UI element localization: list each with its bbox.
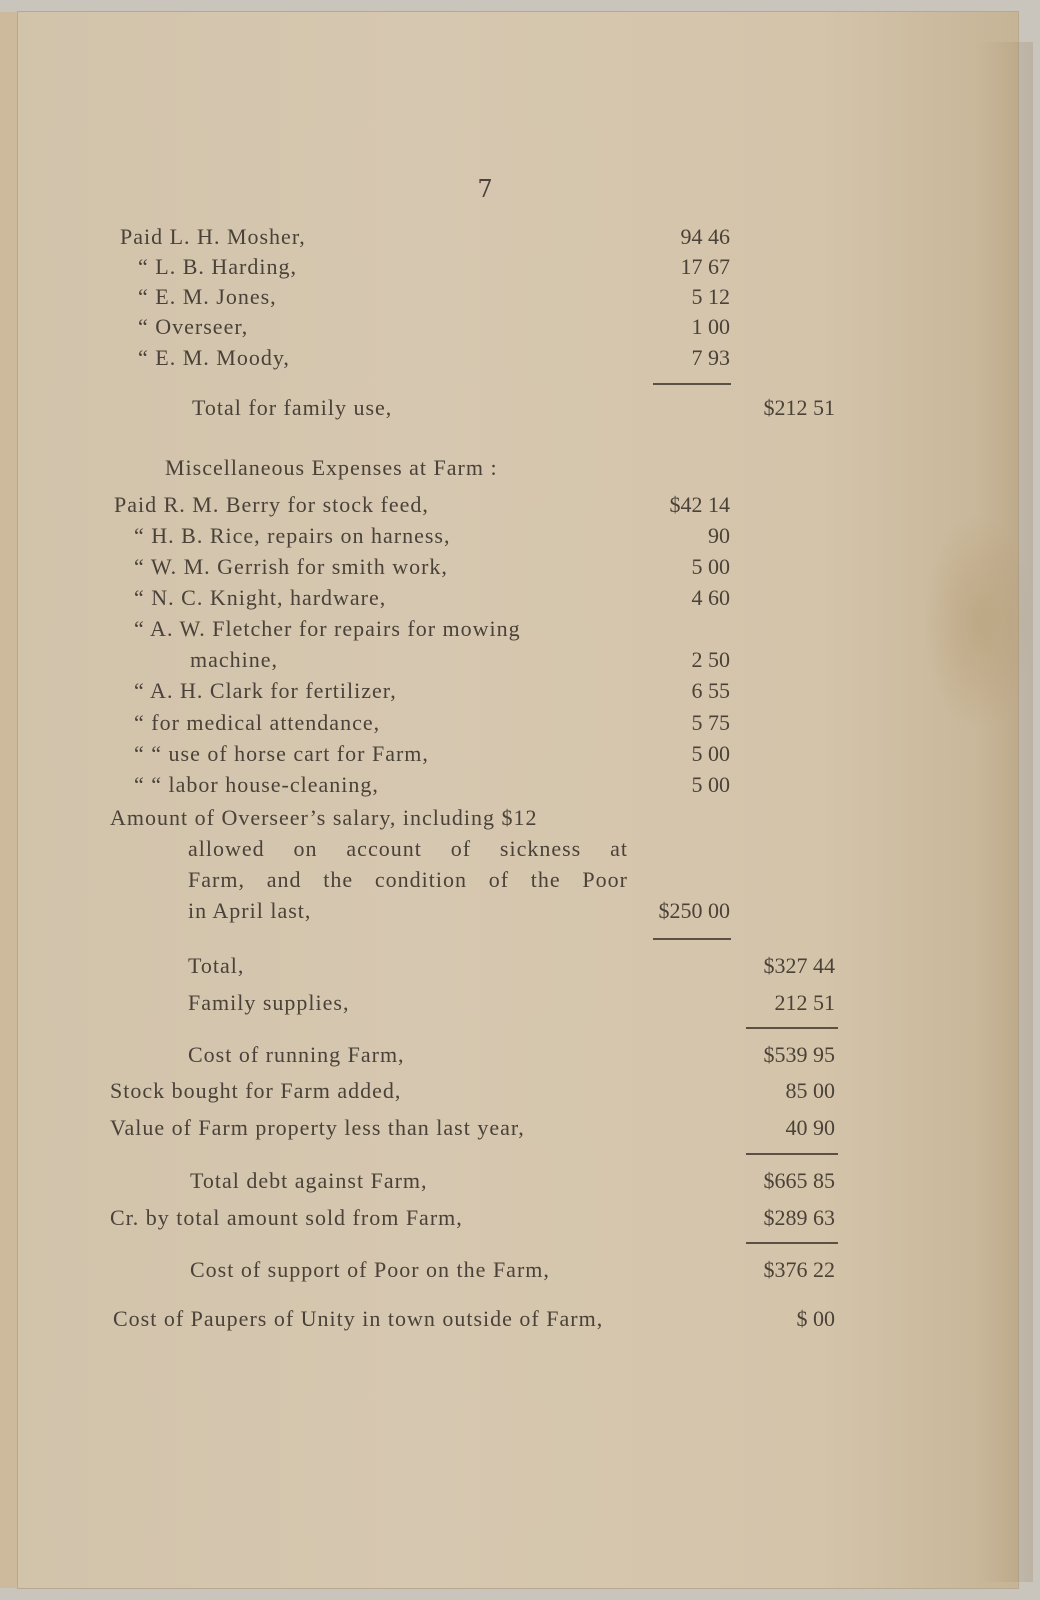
payment-amount: 17 67 [680, 254, 730, 279]
page-number: 7 [477, 175, 493, 203]
payment-amount: 7 93 [691, 345, 730, 370]
summary-label: Family supplies, [188, 990, 350, 1015]
summary-amount: $665 85 [763, 1168, 835, 1193]
salary-amount: $250 00 [658, 898, 730, 923]
payment-label: “ E. M. Jones, [138, 284, 277, 309]
expense-label: machine, [190, 647, 279, 672]
expense-amount: 5 75 [691, 710, 730, 735]
expense-label: Paid R. M. Berry for stock feed, [114, 492, 429, 517]
sum-rule [653, 938, 731, 940]
summary-label: Cr. by total amount sold from Farm, [110, 1205, 463, 1230]
sum-rule [746, 1242, 838, 1244]
salary-line: Amount of Overseer’s salary, including $12 [110, 805, 538, 830]
salary-line: in April last, [188, 898, 312, 923]
expense-label: “ “ use of horse cart for Farm, [134, 741, 429, 766]
expense-amount: $42 14 [669, 492, 730, 517]
summary-label: Cost of Paupers of Unity in town outside of Farm, [113, 1306, 604, 1331]
summary-amount: 85 00 [785, 1078, 835, 1103]
expense-amount: 6 55 [691, 678, 730, 703]
expense-label: “ H. B. Rice, repairs on harness, [134, 523, 451, 548]
expense-amount: 2 50 [691, 647, 730, 672]
expense-label: “ A. H. Clark for fertilizer, [134, 678, 397, 703]
salary-line: allowed on account of sickness at [188, 836, 628, 861]
expense-amount: 90 [708, 523, 730, 548]
summary-amount: $289 63 [763, 1205, 835, 1230]
expense-label: “ A. W. Fletcher for repairs for mowing [134, 616, 521, 641]
expense-label: “ “ labor house-cleaning, [134, 772, 379, 797]
summary-label: Cost of running Farm, [188, 1042, 405, 1067]
payment-label: “ E. M. Moody, [138, 345, 290, 370]
summary-amount: $376 22 [763, 1257, 835, 1282]
summary-label: Total debt against Farm, [190, 1168, 428, 1193]
expense-amount: 5 00 [691, 554, 730, 579]
expense-label: “ W. M. Gerrish for smith work, [134, 554, 448, 579]
summary-amount: $539 95 [763, 1042, 835, 1067]
payment-label: Paid L. H. Mosher, [120, 224, 306, 249]
summary-label: Cost of support of Poor on the Farm, [190, 1257, 550, 1282]
section-heading: Miscellaneous Expenses at Farm : [165, 455, 498, 480]
family-total-amount: $212 51 [763, 395, 835, 420]
summary-label: Value of Farm property less than last year, [110, 1115, 525, 1140]
payment-label: “ L. B. Harding, [138, 254, 297, 279]
summary-label: Total, [188, 953, 245, 978]
page-edge [0, 12, 18, 1588]
salary-line: Farm, and the condition of the Poor [188, 867, 628, 892]
summary-amount: $ 00 [796, 1306, 835, 1331]
expense-amount: 4 60 [691, 585, 730, 610]
summary-amount: $327 44 [763, 953, 835, 978]
summary-label: Stock bought for Farm added, [110, 1078, 402, 1103]
expense-label: “ N. C. Knight, hardware, [134, 585, 387, 610]
family-total-label: Total for family use, [192, 395, 393, 420]
sum-rule [746, 1027, 838, 1029]
payment-amount: 94 46 [680, 224, 730, 249]
summary-amount: 212 51 [774, 990, 835, 1015]
edge-stain [978, 42, 1033, 1582]
payment-label: “ Overseer, [138, 314, 249, 339]
payment-amount: 1 00 [691, 314, 730, 339]
sum-rule [746, 1153, 838, 1155]
summary-amount: 40 90 [785, 1115, 835, 1140]
water-stain [923, 512, 1033, 732]
sum-rule [653, 383, 731, 385]
expense-amount: 5 00 [691, 772, 730, 797]
expense-label: “ for medical attendance, [134, 710, 381, 735]
payment-amount: 5 12 [691, 284, 730, 309]
expense-amount: 5 00 [691, 741, 730, 766]
